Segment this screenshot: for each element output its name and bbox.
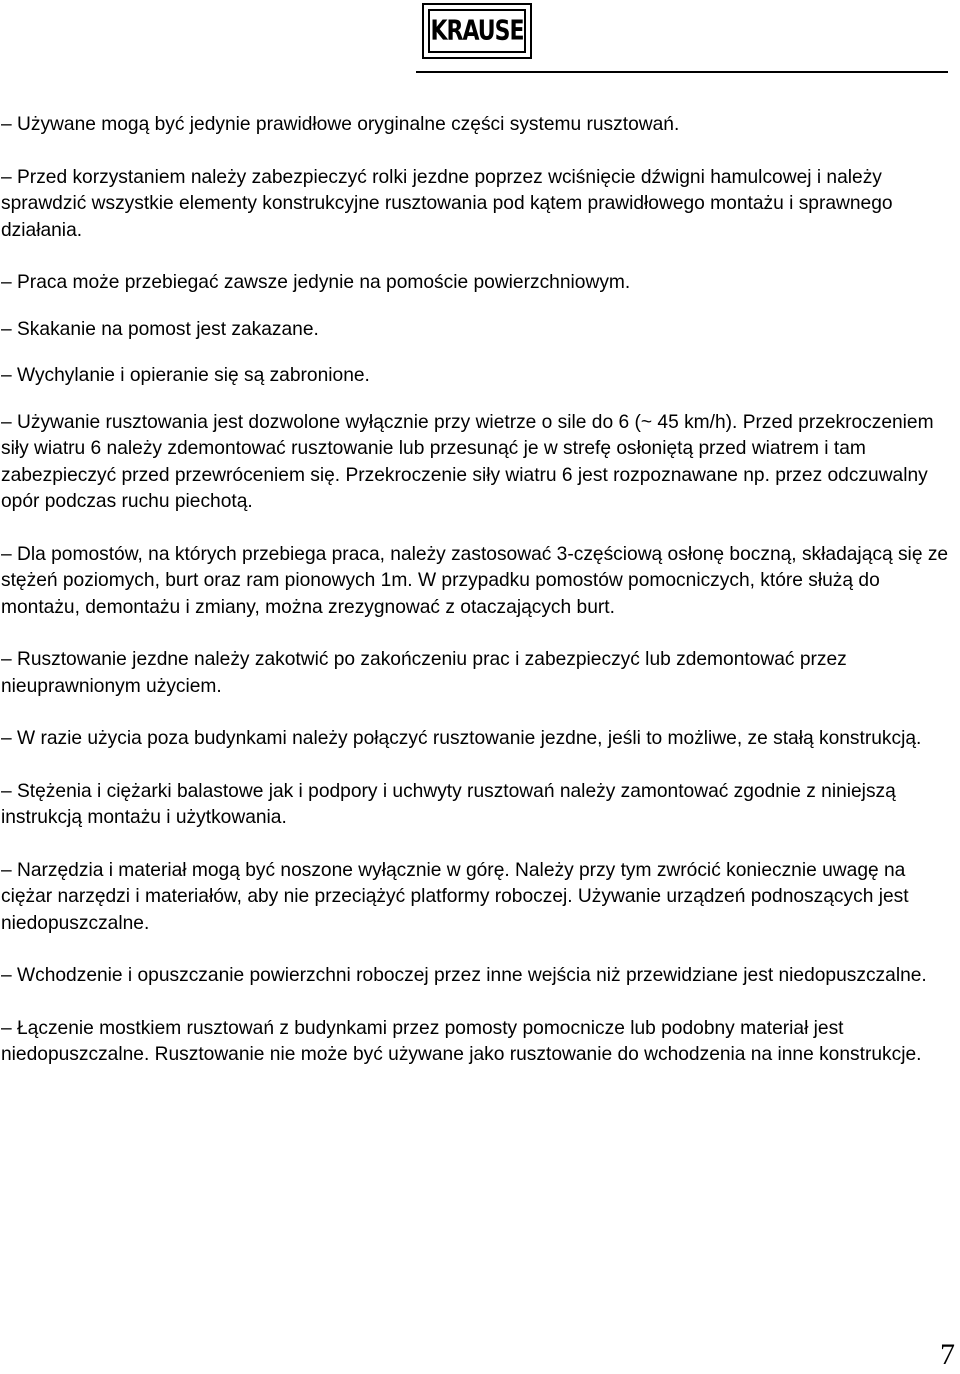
instruction-item: – Wychylanie i opieranie się są zabronione. <box>1 365 370 386</box>
instruction-item: – Skakanie na pomost jest zakazane. <box>1 318 319 340</box>
instruction-item: – Rusztowanie jezdne należy zakotwić po zakończeniu prac i zabezpieczyć lub zdemontować przez nieuprawnionym użyciem. <box>1 649 847 697</box>
krause-logo <box>422 3 532 59</box>
page-number: 7 <box>940 1338 955 1371</box>
instruction-item: – Używanie rusztowania jest dozwolone wyłącznie przy wietrze o sile do 6 (~ 45 km/h). Przed przekroczeniem siły wiatru 6 należy zdemontować rusztowanie lub przesunąć je w strefę osłoniętą przed wiatrem i tam zabezpieczyć przed przewróceniem się. Przekroczenie siły wiatru 6 jest rozpoznawane np. przez odczuwalny opór podczas ruchu piechotą. <box>1 411 934 512</box>
instruction-item: – Dla pomostów, na których przebiega praca, należy zastosować 3-częściową osłonę boczną, składającą się ze stężeń poziomych, burt oraz ram pionowych 1m. W przypadku pomostów pomocniczych, które służą do montażu, demontażu i zmiany, można zrezygnować z otaczających burt. <box>1 543 949 618</box>
instruction-item: – Narzędzia i materiał mogą być noszone wyłącznie w górę. Należy przy tym zwrócić koniecznie uwagę na ciężar narzędzi i materiałów, aby nie przeciążyć platformy roboczej. Używanie urządzeń podnoszących jest niedopuszczalne. <box>1 859 909 934</box>
instruction-item: – Używane mogą być jedynie prawidłowe oryginalne części systemu rusztowań. <box>1 114 680 135</box>
instruction-item: – Wchodzenie i opuszczanie powierzchni roboczej przez inne wejścia niż przewidziane jest niedopuszczalne. <box>1 965 927 986</box>
logo-text: KRAUSE <box>430 15 524 47</box>
instruction-item: – Stężenia i ciężarki balastowe jak i podpory i uchwyty rusztowań należy zamontować zgodnie z niniejszą instrukcją montażu i użytkowania. <box>1 780 896 828</box>
instruction-item: – Praca może przebiegać zawsze jedynie na pomoście powierzchniowym. <box>1 272 631 293</box>
instruction-item: – W razie użycia poza budynkami należy połączyć rusztowanie jezdne, jeśli to możliwe, ze stałą konstrukcją. <box>1 728 922 749</box>
page-header <box>0 0 960 75</box>
instructions-list <box>1 112 956 1095</box>
header-divider <box>416 71 948 73</box>
instruction-item: – Przed korzystaniem należy zabezpieczyć rolki jezdne poprzez wciśnięcie dźwigni hamulcowej i należy sprawdzić wszystkie elementy konstrukcyjne rusztowania pod kątem prawidłowego montażu i sprawnego działania. <box>1 166 893 241</box>
logo-frame <box>428 9 526 53</box>
instruction-item: – Łączenie mostkiem rusztowań z budynkami przez pomosty pomocnicze lub podobny materiał jest niedopuszczalne. Rusztowanie nie może być używane jako rusztowanie do wchodzenia na inne konstrukcje. <box>1 1017 922 1065</box>
